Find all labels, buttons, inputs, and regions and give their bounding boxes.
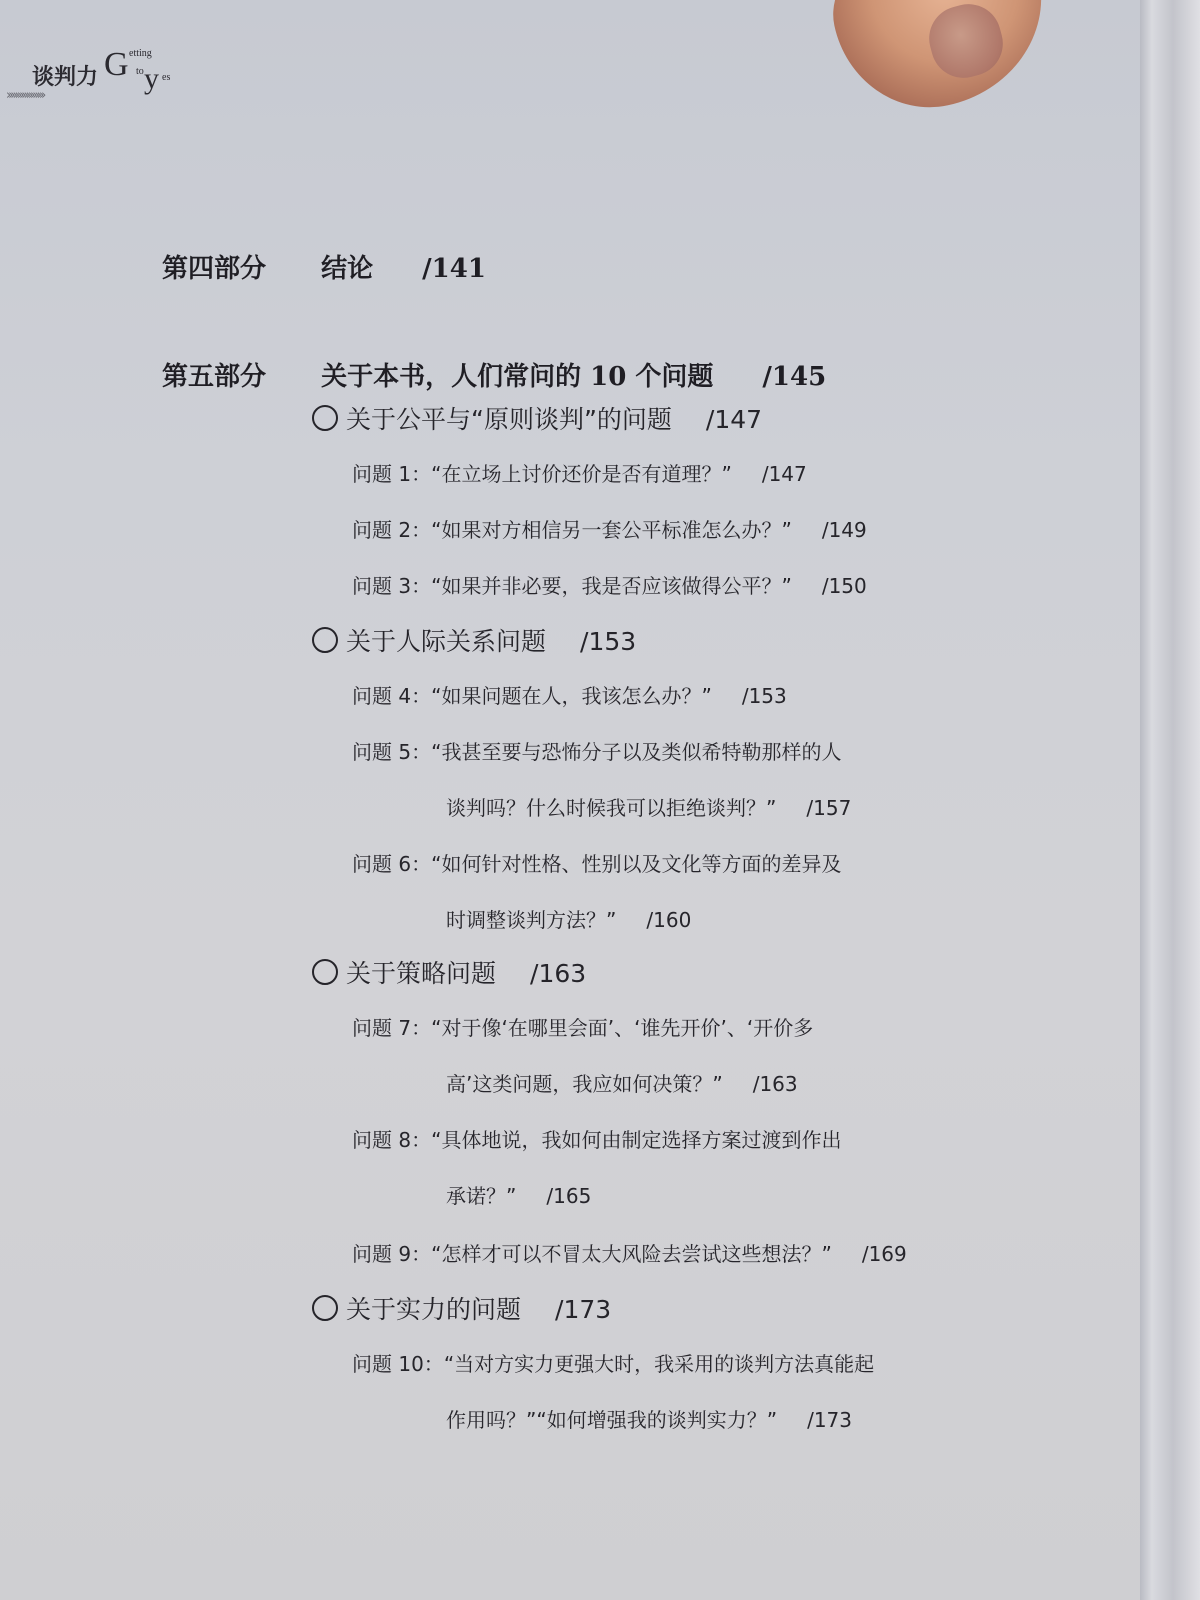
toc-question-4 xyxy=(352,668,787,724)
question-text: “具体地说，我如何由制定选择方案过渡到作出 xyxy=(431,1128,842,1152)
question-text: “如果并非必要，我是否应该做得公平？” xyxy=(431,574,792,598)
part-page: /145 xyxy=(762,362,827,392)
logo-letter-y: y xyxy=(144,62,159,95)
toc-question-10 xyxy=(352,1336,874,1448)
question-continuation xyxy=(352,1056,813,1112)
question-page: /153 xyxy=(741,684,787,708)
toc-section-fairness xyxy=(312,400,762,436)
part-title: 关于本书，人们常问的 10 个问题 xyxy=(321,362,714,392)
section-title: 关于人际关系问题 xyxy=(346,627,547,656)
question-text: “如何针对性格、性别以及文化等方面的差异及 xyxy=(431,852,842,876)
toc-section-power xyxy=(312,1290,611,1326)
question-page: /173 xyxy=(807,1408,853,1432)
running-header xyxy=(6,44,206,104)
section-title: 关于实力的问题 xyxy=(346,1295,522,1324)
question-label: 问题 2： xyxy=(352,518,432,542)
toc-question-7 xyxy=(352,1000,813,1112)
circle-bullet-icon xyxy=(312,1295,338,1321)
toc-question-6 xyxy=(352,836,841,948)
question-page: /147 xyxy=(761,462,807,486)
question-label: 问题 10： xyxy=(352,1352,444,1376)
circle-bullet-icon xyxy=(312,959,338,985)
question-page: /160 xyxy=(646,908,692,932)
chevron-ornament: ››››››››››››››››› xyxy=(6,88,44,103)
question-continuation xyxy=(352,1168,841,1224)
toc-section-strategy xyxy=(312,954,586,990)
question-label: 问题 5： xyxy=(352,740,432,764)
logo-es: es xyxy=(162,72,171,83)
question-page: /149 xyxy=(821,518,867,542)
logo-etting: etting xyxy=(129,48,152,59)
toc-part-4 xyxy=(162,248,486,285)
toc-question-2 xyxy=(352,502,867,558)
question-text-cont: 时调整谈判方法？” xyxy=(446,908,617,932)
logo-to: to xyxy=(136,66,144,77)
toc-question-8 xyxy=(352,1112,841,1224)
question-label: 问题 6： xyxy=(352,852,432,876)
question-label: 问题 7： xyxy=(352,1016,432,1040)
question-text-cont: 作用吗？”“如何增强我的谈判实力？” xyxy=(446,1408,778,1432)
toc-question-3 xyxy=(352,558,867,614)
question-text: “在立场上讨价还价是否有道理？” xyxy=(431,462,732,486)
part-page: /141 xyxy=(422,254,486,284)
question-label: 问题 3： xyxy=(352,574,432,598)
question-text: “对于像‘在哪里会面’、‘谁先开价’、‘开价多 xyxy=(431,1016,814,1040)
question-continuation xyxy=(352,1392,874,1448)
section-page: /173 xyxy=(555,1295,612,1324)
question-text: “我甚至要与恐怖分子以及类似希特勒那样的人 xyxy=(431,740,842,764)
toc-question-5 xyxy=(352,724,851,836)
section-title: 关于策略问题 xyxy=(346,959,497,988)
question-continuation xyxy=(352,892,841,948)
running-header-title: 谈判力 xyxy=(32,64,99,90)
toc-part-5 xyxy=(162,356,826,393)
question-text: “如果对方相信另一套公平标准怎么办？” xyxy=(431,518,792,542)
part-label: 第五部分 xyxy=(162,362,267,392)
question-text: “当对方实力更强大时，我采用的谈判方法真能起 xyxy=(443,1352,875,1376)
toc-question-9 xyxy=(352,1226,907,1282)
question-page: /150 xyxy=(821,574,867,598)
section-page: /147 xyxy=(705,405,763,434)
part-label: 第四部分 xyxy=(162,254,267,284)
question-label: 问题 4： xyxy=(352,684,432,708)
logo-letter-g: G xyxy=(104,46,129,83)
question-page: /157 xyxy=(806,796,852,820)
question-continuation xyxy=(352,780,851,836)
section-page: /153 xyxy=(580,627,637,656)
circle-bullet-icon xyxy=(312,627,338,653)
circle-bullet-icon xyxy=(312,405,338,431)
question-text-cont: 高’这类问题，我应如何决策？” xyxy=(446,1072,723,1096)
question-text: “怎样才可以不冒太大风险去尝试这些想法？” xyxy=(431,1242,832,1266)
question-label: 问题 8： xyxy=(352,1128,432,1152)
part-title: 结论 xyxy=(321,254,374,284)
question-label: 问题 1： xyxy=(352,462,432,486)
question-text: “如果问题在人，我该怎么办？” xyxy=(431,684,712,708)
section-title: 关于公平与“原则谈判”的问题 xyxy=(346,405,672,434)
question-page: /163 xyxy=(752,1072,798,1096)
question-page: /169 xyxy=(861,1242,907,1266)
question-text-cont: 承诺？” xyxy=(446,1184,517,1208)
toc-section-relationships xyxy=(312,622,636,658)
page-edge xyxy=(1140,0,1200,1600)
toc-question-1 xyxy=(352,446,807,502)
question-text-cont: 谈判吗？什么时候我可以拒绝谈判？” xyxy=(446,796,777,820)
question-page: /165 xyxy=(546,1184,592,1208)
section-page: /163 xyxy=(530,959,587,988)
question-label: 问题 9： xyxy=(352,1242,432,1266)
